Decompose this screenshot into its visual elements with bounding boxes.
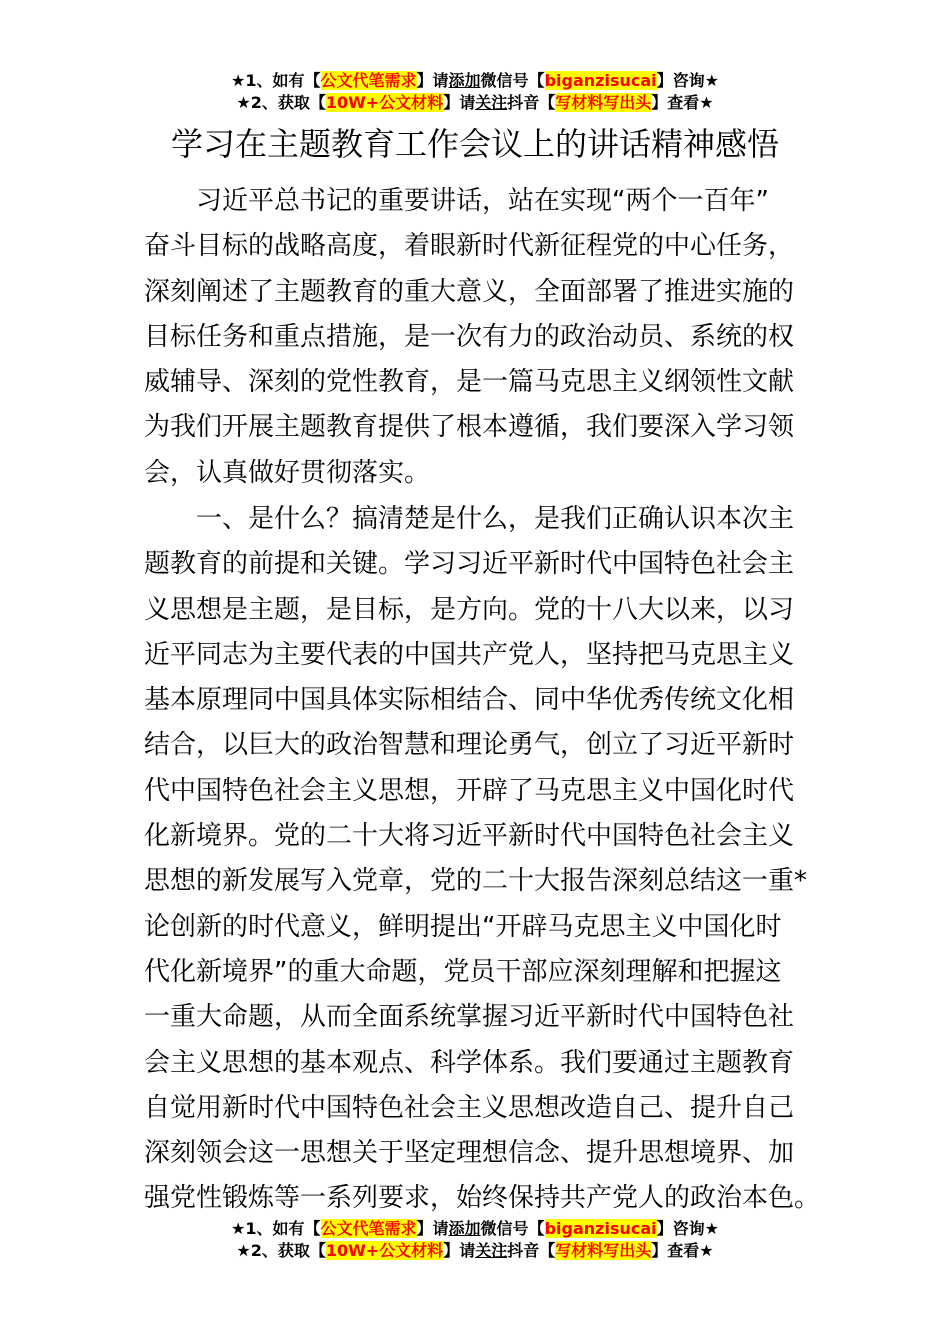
promo-text: ★2、获取【 <box>236 93 326 112</box>
text-line: 基本原理同中国具体实际相结合、同中华优秀传统文化相 <box>144 685 795 716</box>
text-line: 题教育的前提和关键。学习习近平新时代中国特色社会主 <box>144 549 795 580</box>
promo-text: 】请 <box>416 1219 449 1238</box>
paragraph-intro <box>144 179 808 496</box>
promo-text: 】查看★ <box>651 93 714 112</box>
promo-text: 】咨询★ <box>656 71 719 90</box>
promo-text: 】查看★ <box>651 1241 714 1260</box>
promo-douyin-id: 写材料写出头 <box>555 93 652 112</box>
text-line: 奋斗目标的战略高度，着眼新时代新征程党的中心任务， <box>144 231 795 262</box>
promo-banner-bottom <box>0 1218 950 1262</box>
text-line: 化新境界。党的二十大将习近平新时代中国特色社会主义 <box>144 821 795 852</box>
text-line: 结合，以巨大的政治智慧和理论勇气，创立了习近平新时 <box>144 730 795 761</box>
text-line: 代中国特色社会主义思想，开辟了马克思主义中国化时代 <box>144 775 795 806</box>
promo-highlight: 公文代笔需求 <box>320 1219 417 1238</box>
promo-line-2 <box>0 1240 950 1262</box>
paragraph-section-one <box>144 497 821 1222</box>
promo-emphasis: 添加 <box>448 71 481 90</box>
promo-emphasis: 添加 <box>448 1219 481 1238</box>
text-line: 自觉用新时代中国特色社会主义思想改造自己、提升自己 <box>144 1092 795 1123</box>
promo-text: 】咨询★ <box>656 1219 719 1238</box>
text-line: 论创新的时代意义，鲜明提出“开辟马克思主义中国化时 <box>144 911 782 942</box>
text-line: 深刻阐述了主题教育的重大意义，全面部署了推进实施的 <box>144 276 795 307</box>
text-line: 习近平总书记的重要讲话，站在实现“两个一百年” <box>144 186 769 216</box>
promo-highlight: 公文代笔需求 <box>320 71 417 90</box>
promo-text: 抖音【 <box>507 93 556 112</box>
text-line: 目标任务和重点措施，是一次有力的政治动员、系统的权 <box>144 321 795 352</box>
promo-highlight: 10W+公文材料 <box>325 93 444 112</box>
text-line: 为我们开展主题教育提供了根本遵循，我们要深入学习领 <box>144 412 795 443</box>
promo-text: 】请 <box>443 93 476 112</box>
text-line: 会主义思想的基本观点、科学体系。我们要通过主题教育 <box>144 1047 795 1078</box>
promo-text: 】请 <box>443 1241 476 1260</box>
promo-text: ★1、如有【 <box>231 71 321 90</box>
promo-douyin-id: 写材料写出头 <box>555 1241 652 1260</box>
promo-line-1 <box>0 1218 950 1240</box>
text-line: 代化新境界”的重大命题，党员干部应深刻理解和把握这 <box>144 956 782 987</box>
text-line: 义思想是主题，是目标，是方向。党的十八大以来，以习 <box>144 594 795 625</box>
promo-wechat-id: biganzisucai <box>544 71 657 90</box>
promo-text: 】请 <box>416 71 449 90</box>
text-line: 强党性锻炼等一系列要求，始终保持共产党人的政治本色。 <box>144 1183 821 1214</box>
text-line: 一重大命题，从而全面系统掌握习近平新时代中国特色社 <box>144 1002 795 1033</box>
promo-emphasis: 关注 <box>475 93 508 112</box>
text-line: 深刻领会这一思想关于坚定理想信念、提升思想境界、加 <box>144 1138 795 1169</box>
text-line: 会，认真做好贯彻落实。 <box>144 457 431 488</box>
text-line: 思想的新发展写入党章，党的二十大报告深刻总结这一重* <box>144 866 808 897</box>
promo-text: ★1、如有【 <box>231 1219 321 1238</box>
text-line: 一、是什么？搞清楚是什么，是我们正确认识本次主 <box>144 504 795 534</box>
promo-highlight: 10W+公文材料 <box>325 1241 444 1260</box>
promo-line-1 <box>0 70 950 92</box>
text-line: 威辅导、深刻的党性教育，是一篇马克思主义纲领性文献 <box>144 367 795 398</box>
promo-emphasis: 关注 <box>475 1241 508 1260</box>
text-line: 近平同志为主要代表的中国共产党人，坚持把马克思主义 <box>144 639 795 670</box>
promo-text: 微信号【 <box>480 1219 545 1238</box>
promo-line-2 <box>0 92 950 114</box>
promo-wechat-id: biganzisucai <box>544 1219 657 1238</box>
promo-text: 抖音【 <box>507 1241 556 1260</box>
promo-text: ★2、获取【 <box>236 1241 326 1260</box>
promo-text: 微信号【 <box>480 71 545 90</box>
document-title: 学习在主题教育工作会议上的讲话精神感悟 <box>170 125 779 163</box>
promo-banner-top <box>0 70 950 114</box>
